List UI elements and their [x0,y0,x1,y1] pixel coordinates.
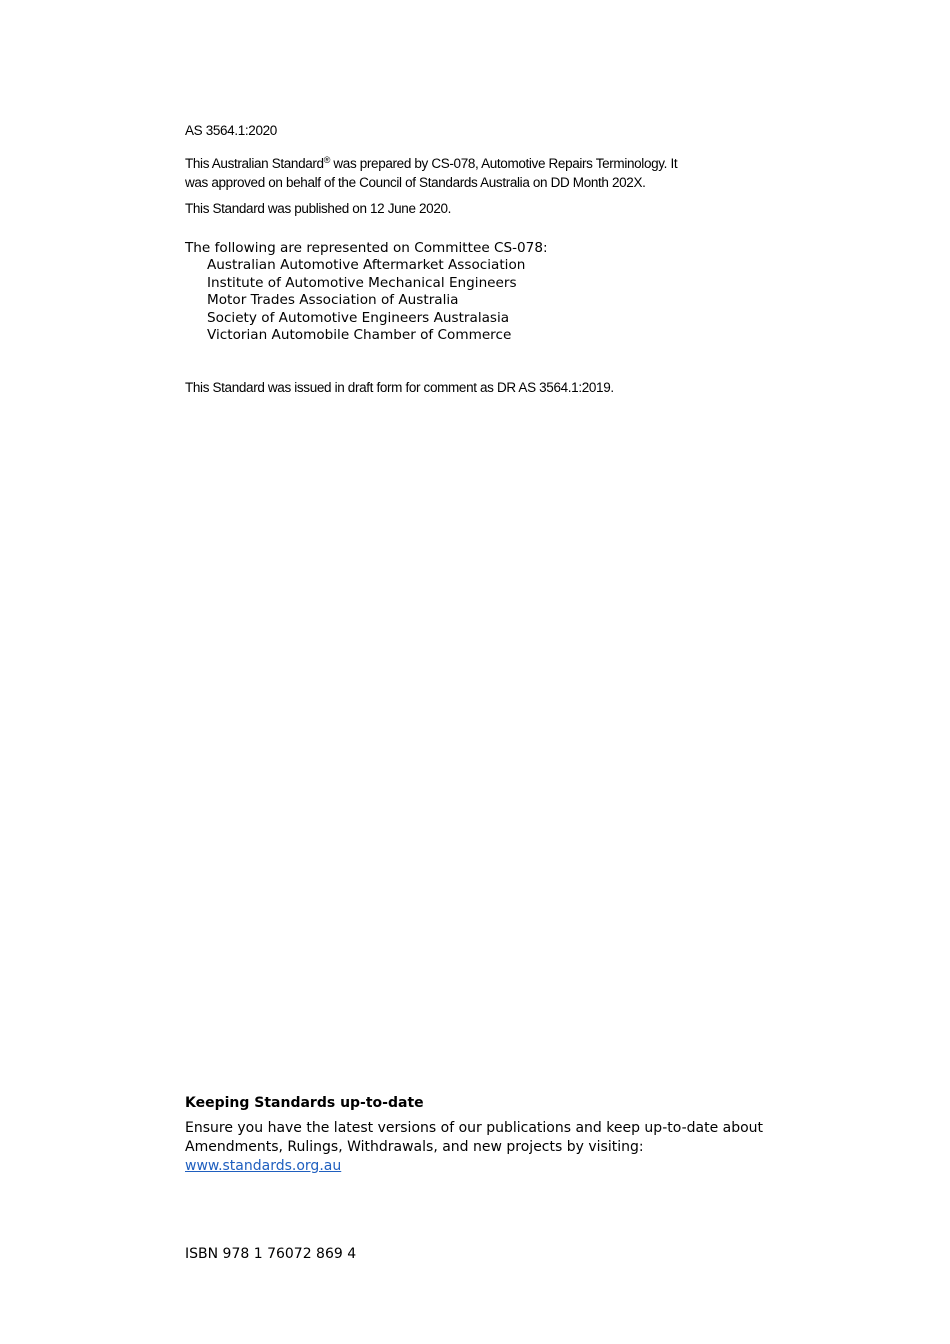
preparation-line-1-rest: was prepared by CS-078, Automotive Repairs Terminology. It [329,156,678,171]
committee-section [185,240,548,344]
draft-note: This Standard was issued in draft form for comment as DR AS 3564.1:2019. [185,380,614,395]
committee-member: Institute of Automotive Mechanical Engineers [207,274,517,291]
preparation-prefix: This Australian Standard [185,156,324,171]
document-code: AS 3564.1:2020 [185,123,277,138]
committee-member: Motor Trades Association of Australia [207,292,459,309]
preparation-line-1 [185,154,677,173]
keeping-line-2: Amendments, Rulings, Withdrawals, and new projects by visiting: [185,1139,644,1155]
preparation-line-2: was approved on behalf of the Council of Standards Australia on DD Month 202X. [185,175,646,190]
section-heading: Keeping Standards up-to-date [185,1095,424,1111]
committee-member: Australian Automotive Aftermarket Association [207,257,526,274]
committee-member: Victorian Automobile Chamber of Commerce [207,327,512,344]
published-statement: This Standard was published on 12 June 2020. [185,201,452,216]
standards-website-link[interactable]: www.standards.org.au [185,1158,342,1174]
isbn: ISBN 978 1 76072 869 4 [185,1246,357,1262]
registered-mark: ® [323,155,330,165]
keeping-line-1: Ensure you have the latest versions of our publications and keep up-to-date about [185,1120,764,1136]
committee-intro: The following are represented on Committee CS-078: [185,240,548,256]
keeping-up-to-date-text [185,1119,763,1176]
preparation-statement [185,154,677,192]
committee-member: Society of Automotive Engineers Australasia [207,309,510,326]
